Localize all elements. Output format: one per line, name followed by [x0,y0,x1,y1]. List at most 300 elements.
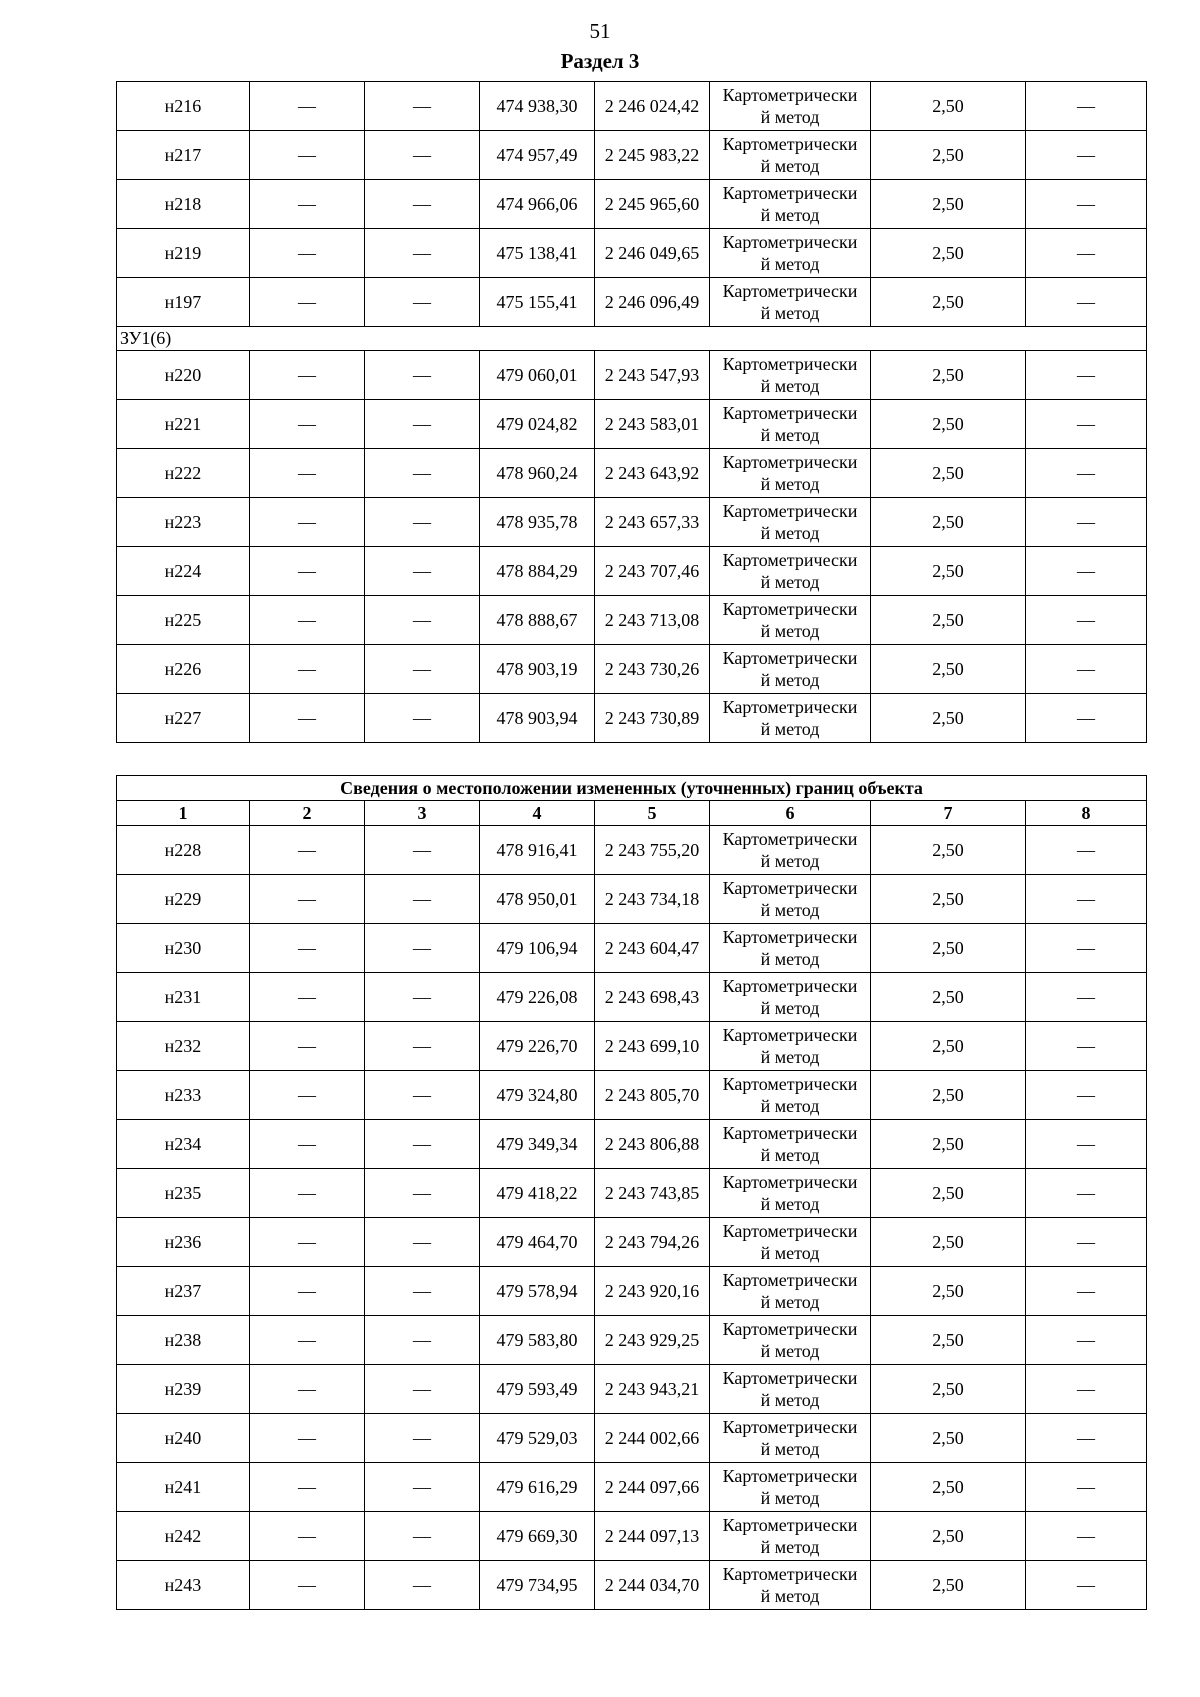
method-line-1: Картометрически [722,1270,858,1290]
y-coordinate-cell: 2 246 049,65 [595,229,710,278]
table-row [117,1561,1147,1610]
column-8-cell: — [1026,1071,1147,1120]
method-line-2: й метод [760,1047,820,1067]
method-cell [710,449,871,498]
column-3-cell: — [365,1120,480,1169]
x-coordinate-cell: 478 884,29 [480,547,595,596]
table-row [117,826,1147,875]
method-cell [710,82,871,131]
method-cell [710,1218,871,1267]
method-line-1: Картометрически [722,134,858,154]
point-id-cell: н226 [117,645,250,694]
method-line-2: й метод [760,1145,820,1165]
point-id-cell: н220 [117,351,250,400]
method-line-2: й метод [760,1439,820,1459]
x-coordinate-cell: 474 957,49 [480,131,595,180]
column-2-cell: — [250,1316,365,1365]
method-cell [710,596,871,645]
column-8-cell: — [1026,596,1147,645]
method-line-2: й метод [760,376,820,396]
method-line-2: й метод [760,1292,820,1312]
accuracy-cell: 2,50 [871,1414,1026,1463]
point-id-cell: н219 [117,229,250,278]
column-2-cell: — [250,180,365,229]
method-line-2: й метод [760,474,820,494]
method-cell [710,973,871,1022]
method-line-2: й метод [760,670,820,690]
method-cell [710,924,871,973]
method-cell [710,1169,871,1218]
method-line-1: Картометрически [722,927,858,947]
x-coordinate-cell: 478 903,19 [480,645,595,694]
y-coordinate-cell: 2 243 755,20 [595,826,710,875]
column-8-cell: — [1026,1120,1147,1169]
method-cell [710,1365,871,1414]
column-3-cell: — [365,131,480,180]
column-2-cell: — [250,1463,365,1512]
accuracy-cell: 2,50 [871,924,1026,973]
x-coordinate-cell: 475 155,41 [480,278,595,327]
column-2-cell: — [250,82,365,131]
method-line-1: Картометрически [722,281,858,301]
column-number-4: 4 [480,801,595,826]
method-line-2: й метод [760,621,820,641]
method-cell [710,351,871,400]
accuracy-cell: 2,50 [871,1463,1026,1512]
column-8-cell: — [1026,1512,1147,1561]
y-coordinate-cell: 2 243 698,43 [595,973,710,1022]
table-row [117,400,1147,449]
point-id-cell: н237 [117,1267,250,1316]
y-coordinate-cell: 2 243 794,26 [595,1218,710,1267]
column-2-cell: — [250,351,365,400]
method-cell [710,229,871,278]
column-8-cell: — [1026,1022,1147,1071]
column-8-cell: — [1026,1561,1147,1610]
method-line-1: Картометрически [722,1172,858,1192]
accuracy-cell: 2,50 [871,278,1026,327]
column-3-cell: — [365,1316,480,1365]
method-line-1: Картометрически [722,1564,858,1584]
point-id-cell: н235 [117,1169,250,1218]
column-2-cell: — [250,131,365,180]
point-id-cell: н224 [117,547,250,596]
column-2-cell: — [250,826,365,875]
method-line-2: й метод [760,851,820,871]
method-line-2: й метод [760,719,820,739]
column-8-cell: — [1026,547,1147,596]
x-coordinate-cell: 474 966,06 [480,180,595,229]
method-cell [710,1120,871,1169]
table-row [117,229,1147,278]
point-id-cell: н221 [117,400,250,449]
point-id-cell: н197 [117,278,250,327]
x-coordinate-cell: 479 464,70 [480,1218,595,1267]
column-8-cell: — [1026,826,1147,875]
method-line-1: Картометрически [722,697,858,717]
method-line-2: й метод [760,1096,820,1116]
accuracy-cell: 2,50 [871,351,1026,400]
point-id-cell: н241 [117,1463,250,1512]
accuracy-cell: 2,50 [871,1512,1026,1561]
column-2-cell: — [250,1071,365,1120]
y-coordinate-cell: 2 243 806,88 [595,1120,710,1169]
column-8-cell: — [1026,400,1147,449]
method-line-1: Картометрически [722,550,858,570]
column-3-cell: — [365,1071,480,1120]
method-line-2: й метод [760,523,820,543]
accuracy-cell: 2,50 [871,82,1026,131]
x-coordinate-cell: 478 916,41 [480,826,595,875]
column-2-cell: — [250,400,365,449]
method-cell [710,1316,871,1365]
method-line-2: й метод [760,1390,820,1410]
column-8-cell: — [1026,498,1147,547]
y-coordinate-cell: 2 244 097,66 [595,1463,710,1512]
y-coordinate-cell: 2 243 643,92 [595,449,710,498]
method-cell [710,547,871,596]
column-2-cell: — [250,278,365,327]
point-id-cell: н222 [117,449,250,498]
y-coordinate-cell: 2 245 983,22 [595,131,710,180]
column-3-cell: — [365,973,480,1022]
column-3-cell: — [365,1561,480,1610]
column-3-cell: — [365,694,480,743]
table-row [117,875,1147,924]
accuracy-cell: 2,50 [871,400,1026,449]
column-2-cell: — [250,229,365,278]
x-coordinate-cell: 478 903,94 [480,694,595,743]
column-2-cell: — [250,1169,365,1218]
method-line-1: Картометрически [722,1025,858,1045]
table-row [117,498,1147,547]
y-coordinate-cell: 2 243 734,18 [595,875,710,924]
table-row [117,1414,1147,1463]
x-coordinate-cell: 479 226,08 [480,973,595,1022]
x-coordinate-cell: 479 226,70 [480,1022,595,1071]
accuracy-cell: 2,50 [871,826,1026,875]
column-8-cell: — [1026,131,1147,180]
point-id-cell: н233 [117,1071,250,1120]
column-8-cell: — [1026,180,1147,229]
table-caption-row [117,776,1147,801]
method-cell [710,826,871,875]
column-8-cell: — [1026,875,1147,924]
point-id-cell: н231 [117,973,250,1022]
table-row [117,1022,1147,1071]
method-line-1: Картометрически [722,1074,858,1094]
method-line-1: Картометрически [722,85,858,105]
column-8-cell: — [1026,1169,1147,1218]
y-coordinate-cell: 2 243 929,25 [595,1316,710,1365]
column-3-cell: — [365,1169,480,1218]
method-line-2: й метод [760,998,820,1018]
column-3-cell: — [365,547,480,596]
method-line-1: Картометрически [722,829,858,849]
column-8-cell: — [1026,1316,1147,1365]
y-coordinate-cell: 2 243 547,93 [595,351,710,400]
y-coordinate-cell: 2 243 657,33 [595,498,710,547]
column-number-6: 6 [710,801,871,826]
y-coordinate-cell: 2 243 699,10 [595,1022,710,1071]
column-2-cell: — [250,498,365,547]
method-line-2: й метод [760,1341,820,1361]
column-2-cell: — [250,1561,365,1610]
x-coordinate-cell: 475 138,41 [480,229,595,278]
column-8-cell: — [1026,694,1147,743]
table-row [117,351,1147,400]
point-id-cell: н240 [117,1414,250,1463]
y-coordinate-cell: 2 245 965,60 [595,180,710,229]
column-3-cell: — [365,351,480,400]
point-id-cell: н229 [117,875,250,924]
column-2-cell: — [250,1267,365,1316]
column-2-cell: — [250,1512,365,1561]
x-coordinate-cell: 479 578,94 [480,1267,595,1316]
column-2-cell: — [250,1365,365,1414]
column-8-cell: — [1026,645,1147,694]
y-coordinate-cell: 2 243 707,46 [595,547,710,596]
point-id-cell: н232 [117,1022,250,1071]
method-line-1: Картометрически [722,232,858,252]
column-3-cell: — [365,596,480,645]
group-label: ЗУ1(6) [117,327,1147,351]
table-row [117,1071,1147,1120]
method-cell [710,400,871,449]
point-id-cell: н243 [117,1561,250,1610]
accuracy-cell: 2,50 [871,1316,1026,1365]
accuracy-cell: 2,50 [871,229,1026,278]
table-caption: Сведения о местоположении измененных (уточненных) границ объекта [117,776,1147,801]
accuracy-cell: 2,50 [871,180,1026,229]
method-line-1: Картометрически [722,648,858,668]
x-coordinate-cell: 479 418,22 [480,1169,595,1218]
y-coordinate-cell: 2 243 743,85 [595,1169,710,1218]
y-coordinate-cell: 2 243 713,08 [595,596,710,645]
column-8-cell: — [1026,82,1147,131]
point-id-cell: н236 [117,1218,250,1267]
method-line-2: й метод [760,1243,820,1263]
column-3-cell: — [365,82,480,131]
point-id-cell: н225 [117,596,250,645]
table-row [117,694,1147,743]
accuracy-cell: 2,50 [871,449,1026,498]
column-number-row [117,801,1147,826]
x-coordinate-cell: 479 060,01 [480,351,595,400]
x-coordinate-cell: 479 024,82 [480,400,595,449]
column-3-cell: — [365,1267,480,1316]
column-3-cell: — [365,1022,480,1071]
column-number-5: 5 [595,801,710,826]
method-line-1: Картометрически [722,878,858,898]
table-row [117,973,1147,1022]
column-2-cell: — [250,645,365,694]
table-row [117,645,1147,694]
accuracy-cell: 2,50 [871,694,1026,743]
x-coordinate-cell: 474 938,30 [480,82,595,131]
y-coordinate-cell: 2 243 730,26 [595,645,710,694]
x-coordinate-cell: 479 529,03 [480,1414,595,1463]
section-title: Раздел 3 [560,49,640,73]
y-coordinate-cell: 2 243 920,16 [595,1267,710,1316]
method-cell [710,131,871,180]
column-3-cell: — [365,1365,480,1414]
column-number-2: 2 [250,801,365,826]
table-row [117,180,1147,229]
column-2-cell: — [250,596,365,645]
method-line-1: Картометрически [722,1368,858,1388]
column-8-cell: — [1026,229,1147,278]
method-line-2: й метод [760,425,820,445]
x-coordinate-cell: 479 106,94 [480,924,595,973]
y-coordinate-cell: 2 246 096,49 [595,278,710,327]
column-3-cell: — [365,180,480,229]
accuracy-cell: 2,50 [871,1365,1026,1414]
column-8-cell: — [1026,1267,1147,1316]
table-row [117,1512,1147,1561]
column-3-cell: — [365,229,480,278]
method-line-2: й метод [760,1488,820,1508]
column-3-cell: — [365,1512,480,1561]
x-coordinate-cell: 478 950,01 [480,875,595,924]
method-line-1: Картометрически [722,1319,858,1339]
method-line-1: Картометрически [722,183,858,203]
coordinates-table-top-body [117,82,1147,743]
method-cell [710,1512,871,1561]
accuracy-cell: 2,50 [871,596,1026,645]
column-2-cell: — [250,1022,365,1071]
method-cell [710,278,871,327]
column-2-cell: — [250,875,365,924]
method-line-2: й метод [760,156,820,176]
method-line-1: Картометрически [722,976,858,996]
method-line-1: Картометрически [722,501,858,521]
accuracy-cell: 2,50 [871,1120,1026,1169]
coordinates-table-bottom [116,775,1147,1610]
x-coordinate-cell: 478 935,78 [480,498,595,547]
table-row [117,1218,1147,1267]
point-id-cell: н238 [117,1316,250,1365]
method-cell [710,1022,871,1071]
method-line-2: й метод [760,1586,820,1606]
column-3-cell: — [365,1463,480,1512]
point-id-cell: н234 [117,1120,250,1169]
coordinates-table-bottom-body [117,776,1147,1610]
page-number: 51 [589,19,611,43]
method-line-2: й метод [760,303,820,323]
y-coordinate-cell: 2 243 604,47 [595,924,710,973]
table-row [117,1169,1147,1218]
column-8-cell: — [1026,351,1147,400]
column-3-cell: — [365,278,480,327]
accuracy-cell: 2,50 [871,1071,1026,1120]
point-id-cell: н217 [117,131,250,180]
y-coordinate-cell: 2 246 024,42 [595,82,710,131]
accuracy-cell: 2,50 [871,875,1026,924]
method-cell [710,1414,871,1463]
point-id-cell: н218 [117,180,250,229]
x-coordinate-cell: 479 593,49 [480,1365,595,1414]
table-row [117,1463,1147,1512]
point-id-cell: н239 [117,1365,250,1414]
method-line-2: й метод [760,1537,820,1557]
column-3-cell: — [365,645,480,694]
accuracy-cell: 2,50 [871,1218,1026,1267]
table-row [117,1267,1147,1316]
accuracy-cell: 2,50 [871,1561,1026,1610]
point-id-cell: н230 [117,924,250,973]
x-coordinate-cell: 479 669,30 [480,1512,595,1561]
column-number-8: 8 [1026,801,1147,826]
method-line-2: й метод [760,572,820,592]
table-row [117,1365,1147,1414]
method-line-2: й метод [760,107,820,127]
column-number-1: 1 [117,801,250,826]
accuracy-cell: 2,50 [871,131,1026,180]
y-coordinate-cell: 2 244 002,66 [595,1414,710,1463]
method-line-1: Картометрически [722,1515,858,1535]
y-coordinate-cell: 2 244 034,70 [595,1561,710,1610]
column-3-cell: — [365,826,480,875]
point-id-cell: н216 [117,82,250,131]
column-3-cell: — [365,1414,480,1463]
column-3-cell: — [365,875,480,924]
table-row [117,547,1147,596]
y-coordinate-cell: 2 243 583,01 [595,400,710,449]
column-number-7: 7 [871,801,1026,826]
group-row [117,327,1147,351]
method-line-1: Картометрически [722,1123,858,1143]
accuracy-cell: 2,50 [871,1267,1026,1316]
column-2-cell: — [250,449,365,498]
method-line-1: Картометрически [722,403,858,423]
x-coordinate-cell: 478 960,24 [480,449,595,498]
method-line-1: Картометрически [722,1417,858,1437]
column-8-cell: — [1026,1463,1147,1512]
method-cell [710,180,871,229]
x-coordinate-cell: 479 734,95 [480,1561,595,1610]
column-3-cell: — [365,498,480,547]
method-cell [710,1071,871,1120]
method-line-1: Картометрически [722,354,858,374]
x-coordinate-cell: 479 583,80 [480,1316,595,1365]
y-coordinate-cell: 2 243 943,21 [595,1365,710,1414]
column-3-cell: — [365,1218,480,1267]
coordinates-table-top [116,81,1147,743]
method-line-2: й метод [760,1194,820,1214]
column-8-cell: — [1026,973,1147,1022]
method-cell [710,694,871,743]
column-2-cell: — [250,973,365,1022]
table-row [117,1120,1147,1169]
method-cell [710,498,871,547]
x-coordinate-cell: 479 349,34 [480,1120,595,1169]
accuracy-cell: 2,50 [871,973,1026,1022]
y-coordinate-cell: 2 243 730,89 [595,694,710,743]
y-coordinate-cell: 2 244 097,13 [595,1512,710,1561]
y-coordinate-cell: 2 243 805,70 [595,1071,710,1120]
column-8-cell: — [1026,1414,1147,1463]
table-row [117,449,1147,498]
accuracy-cell: 2,50 [871,498,1026,547]
method-cell [710,645,871,694]
column-3-cell: — [365,449,480,498]
method-cell [710,875,871,924]
column-8-cell: — [1026,1218,1147,1267]
column-3-cell: — [365,924,480,973]
point-id-cell: н228 [117,826,250,875]
column-8-cell: — [1026,924,1147,973]
